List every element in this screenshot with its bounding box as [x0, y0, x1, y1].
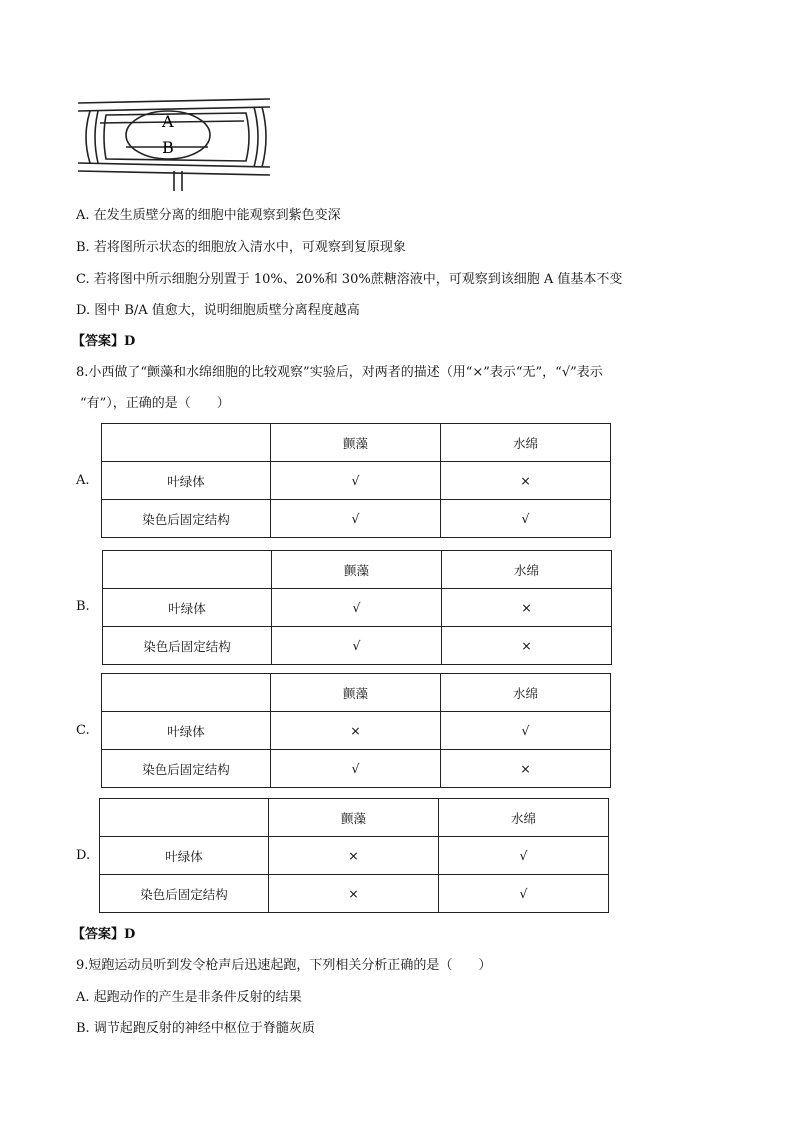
q8-option-a-table [101, 423, 611, 538]
q8-option-b-table [102, 550, 612, 665]
header-empty [100, 799, 269, 837]
q9-stem: 9.短跑运动员听到发令枪声后迅速起跑，下列相关分析正确的是（ ） [76, 958, 492, 973]
cell-mark: √ [439, 837, 609, 875]
q9-option-a: A. 起跑动作的产生是非条件反射的结果 [76, 990, 302, 1005]
cell-mark: √ [441, 500, 611, 538]
q8-option-b-label: B. [76, 599, 90, 614]
q8-option-d-label: D. [76, 848, 91, 863]
cell-mark: × [441, 462, 611, 500]
cell-mark: √ [272, 589, 442, 627]
q8-option-c-table [101, 673, 611, 788]
header-empty [103, 551, 272, 589]
figure-label-a: A [162, 112, 174, 131]
header-shuimian: 水绵 [442, 551, 612, 589]
q8-answer: 【答案】D [72, 927, 136, 942]
header-shuimian: 水绵 [441, 424, 611, 462]
header-empty [102, 424, 271, 462]
cell-mark: × [442, 627, 612, 665]
header-chanzao: 颤藻 [271, 674, 441, 712]
cell-mark: √ [271, 500, 441, 538]
q7-option-c: C. 若将图中所示细胞分别置于 10%、20%和 30%蔗糖溶液中，可观察到该细胞 A 值基本不变 [76, 272, 623, 287]
header-chanzao: 颤藻 [269, 799, 439, 837]
header-chanzao: 颤藻 [271, 424, 441, 462]
q7-option-b: B. 若将图所示状态的细胞放入清水中，可观察到复原现象 [76, 240, 406, 255]
q8-stem-line1: 8.小西做了“颤藻和水绵细胞的比较观察”实验后，对两者的描述（用“×”表示“无”，“√”表示 [76, 365, 603, 380]
cell-mark: × [442, 589, 612, 627]
q7-option-a: A. 在发生质壁分离的细胞中能观察到紫色变深 [76, 208, 341, 223]
row-label-stained-structure: 染色后固定结构 [102, 750, 271, 788]
row-label-chloroplast: 叶绿体 [100, 837, 269, 875]
row-label-chloroplast: 叶绿体 [103, 589, 272, 627]
q8-option-d-table [99, 798, 609, 913]
q7-answer: 【答案】D [72, 334, 136, 349]
header-chanzao: 颤藻 [272, 551, 442, 589]
row-label-chloroplast: 叶绿体 [102, 462, 271, 500]
cell-mark: × [441, 750, 611, 788]
row-label-stained-structure: 染色后固定结构 [100, 875, 269, 913]
row-label-stained-structure: 染色后固定结构 [102, 500, 271, 538]
q7-option-d: D. 图中 B/A 值愈大，说明细胞质壁分离程度越高 [76, 303, 360, 318]
figure-label-b: B [162, 138, 174, 157]
cell-mark: √ [272, 627, 442, 665]
header-empty [102, 674, 271, 712]
row-label-stained-structure: 染色后固定结构 [103, 627, 272, 665]
header-shuimian: 水绵 [441, 674, 611, 712]
cell-mark: √ [439, 875, 609, 913]
q9-option-b: B. 调节起跑反射的神经中枢位于脊髓灰质 [76, 1021, 315, 1036]
cell-mark: √ [271, 462, 441, 500]
q8-option-c-label: C. [76, 723, 90, 738]
row-label-chloroplast: 叶绿体 [102, 712, 271, 750]
cell-mark: × [269, 875, 439, 913]
cell-mark: √ [441, 712, 611, 750]
q8-option-a-label: A. [76, 473, 90, 488]
cell-mark: × [269, 837, 439, 875]
q8-stem-line2: “有”），正确的是（ ） [80, 396, 230, 411]
header-shuimian: 水绵 [439, 799, 609, 837]
cell-mark: × [271, 712, 441, 750]
cell-diagram [76, 95, 272, 192]
cell-mark: √ [271, 750, 441, 788]
